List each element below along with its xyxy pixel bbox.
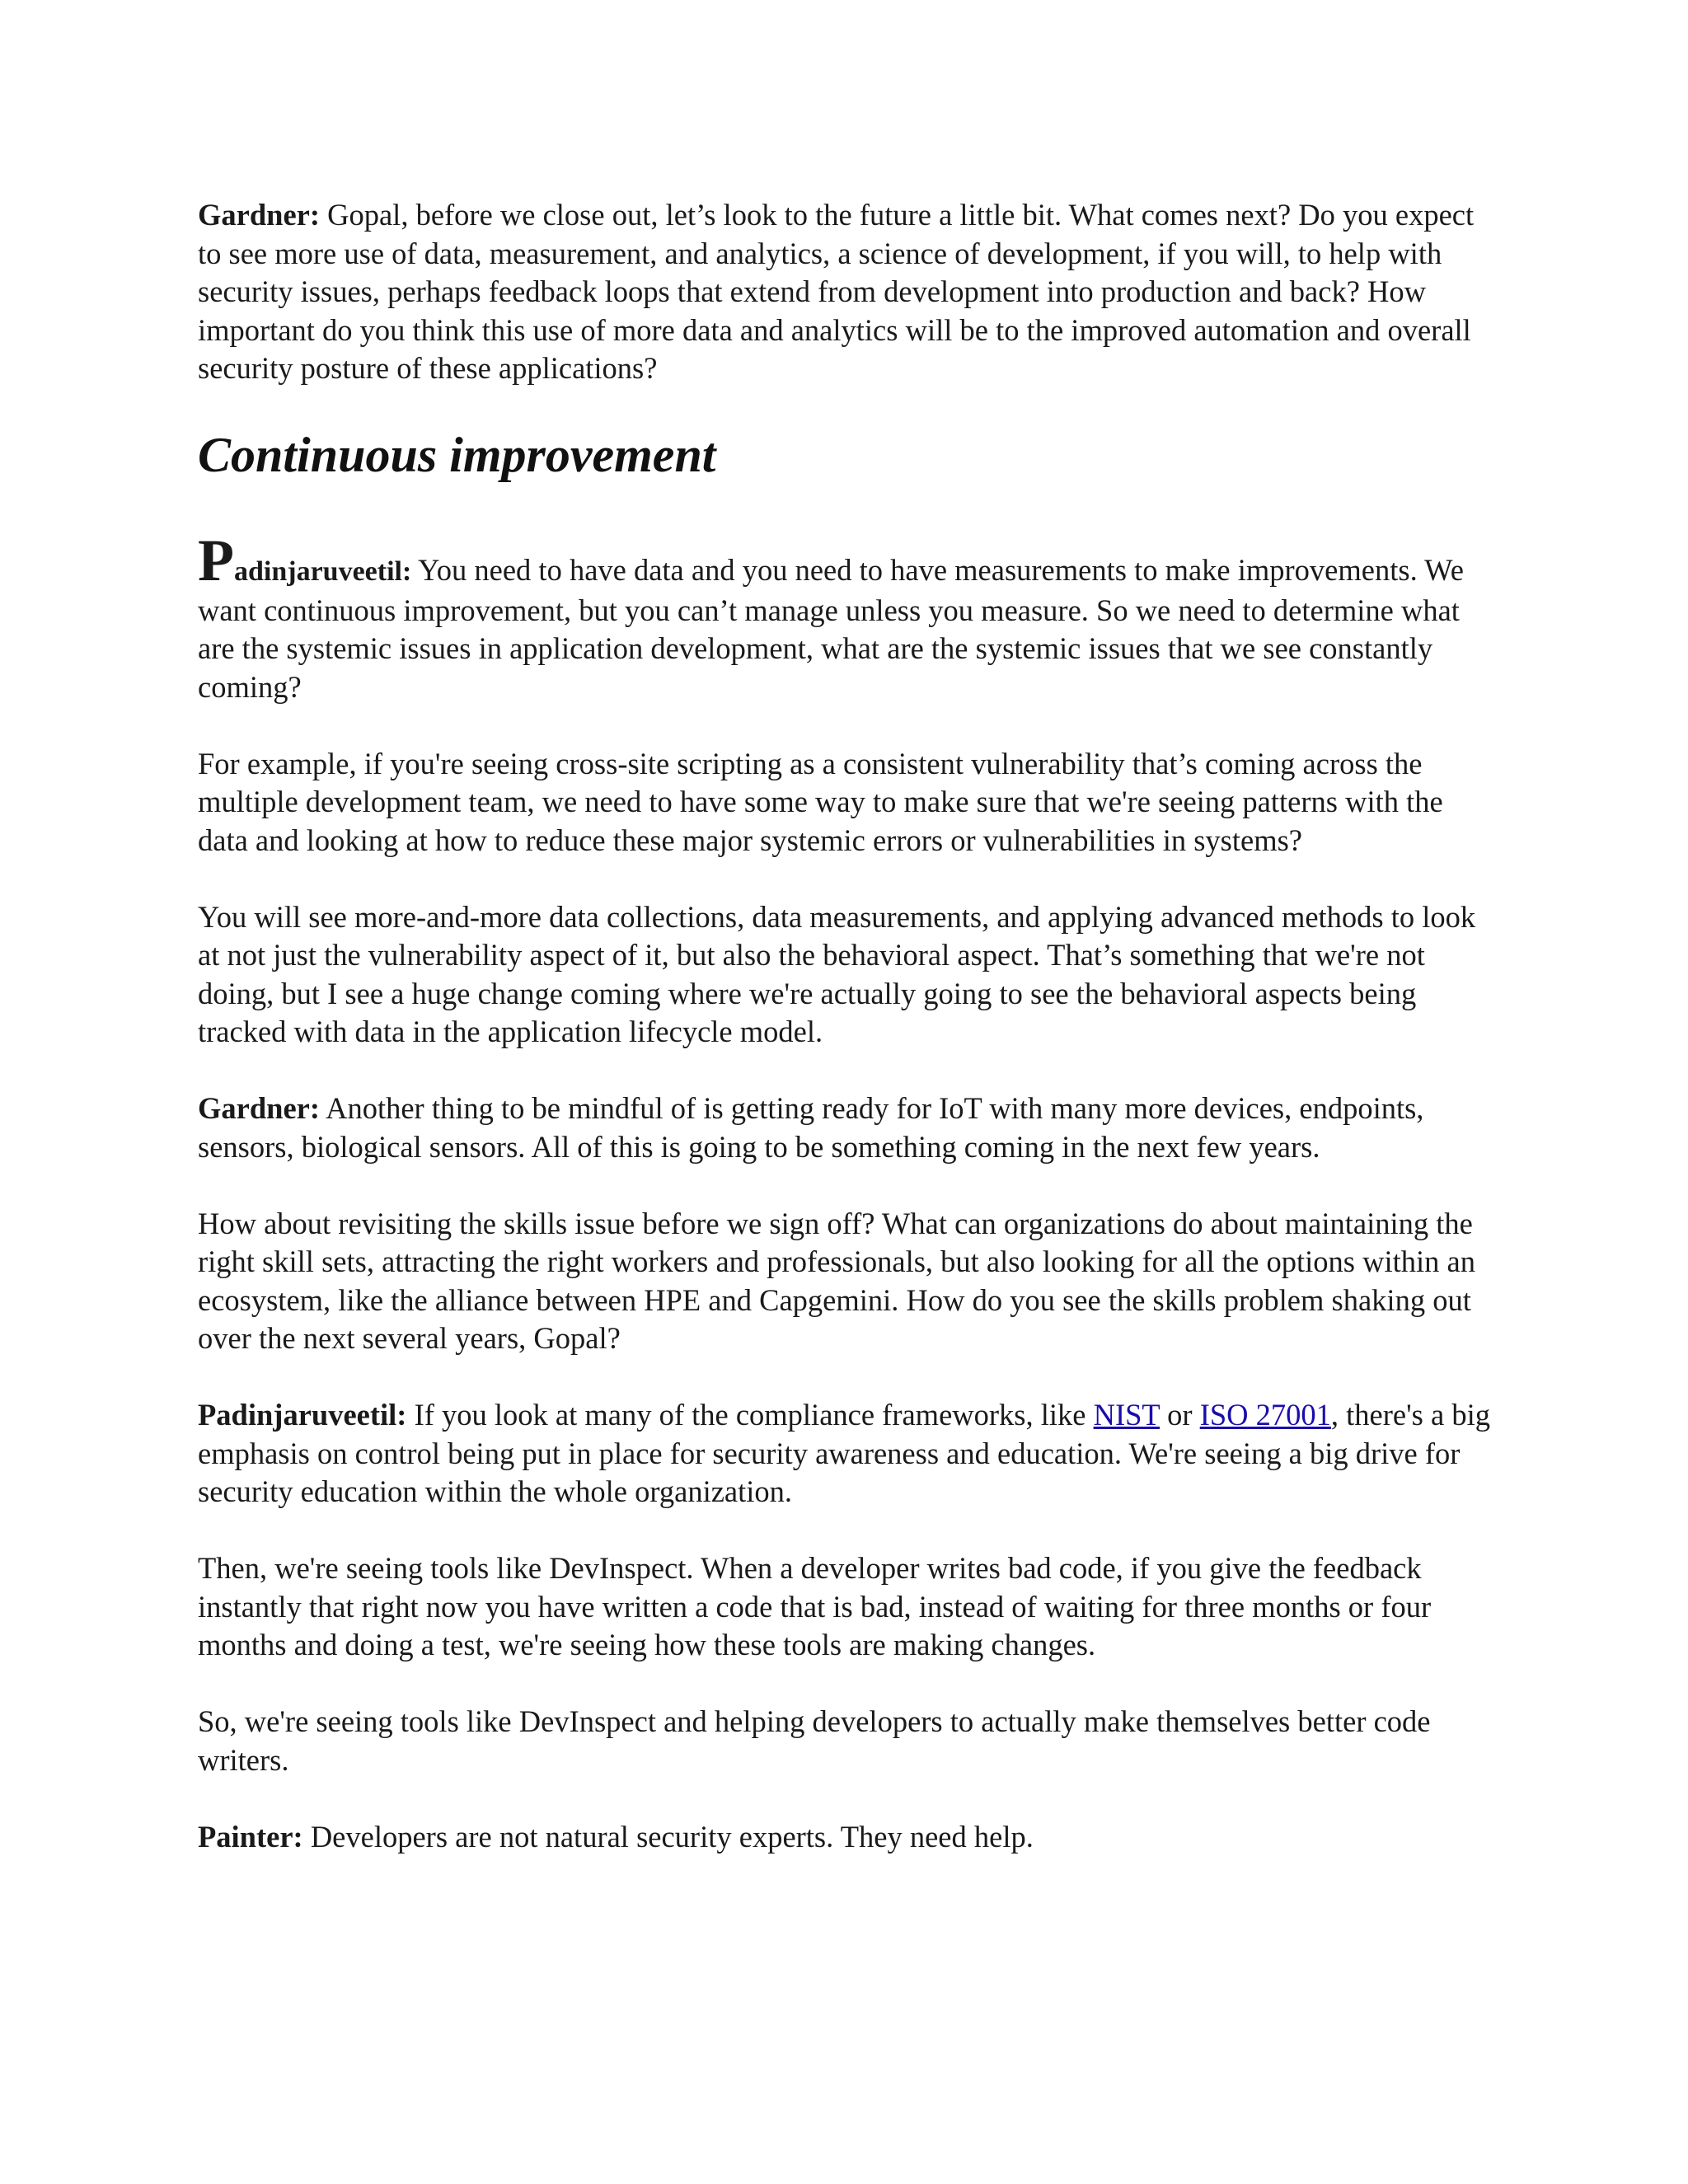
paragraph-devinspect-better-code — [198, 1703, 1500, 1779]
paragraph-painter — [198, 1818, 1500, 1857]
paragraph-skills-question — [198, 1205, 1500, 1358]
paragraph-text: Gopal, before we close out, let’s look to the future a little bit. What comes next? Do you expect to see more use of data, measurement, and analytics, a science of development, if you will, to help with security issues, perhaps feedback loops that extend from development into production and back? How important do you think this use of more data and analytics will be to the improved automation and overall security posture of these applications? — [198, 198, 1475, 385]
paragraph-text: If you look at many of the compliance frameworks, like — [406, 1398, 1094, 1432]
speaker-label: Padinjaruveetil: — [198, 1398, 407, 1432]
paragraph-text: Then, we're seeing tools like DevInspect. When a developer writes bad code, if you give the feedback instantly that right now you have written a code that is bad, instead of waiting for three months or four months and doing a test, we're seeing how these tools are making changes. — [198, 1551, 1432, 1661]
speaker-label: adinjaruveetil: — [233, 556, 412, 587]
document-page — [198, 196, 1500, 1895]
iso-27001-link[interactable]: ISO 27001 — [1199, 1398, 1331, 1432]
speaker-label: Painter: — [198, 1819, 303, 1854]
nist-link[interactable]: NIST — [1093, 1398, 1160, 1432]
speaker-label: Gardner: — [198, 198, 320, 232]
paragraph-devinspect-tools — [198, 1549, 1500, 1665]
section-heading: Continuous improvement — [198, 428, 716, 482]
paragraph-text: You will see more-and-more data collections, data measurements, and applying advanced methods to look at not just the vulnerability aspect of it, but also the behavioral aspect. That’s something that we're not doing, but I see a huge change coming where we're actually going to see the behavioral aspects being tracked with data in the application lifecycle model. — [198, 899, 1476, 1048]
paragraph-text: How about revisiting the skills issue before we sign off? What can organizations do about maintaining the right skill sets, attracting the right workers and professionals, but also looking for all the options within an ecosystem, like the alliance between HPE and Capgemini. How do you see the skills problem shaking out over the next several years, Gopal? — [198, 1206, 1475, 1355]
paragraph-cross-site-example — [198, 745, 1500, 860]
paragraph-gardner-iot — [198, 1090, 1500, 1166]
paragraph-data-collections — [198, 898, 1500, 1052]
drop-cap: P — [198, 527, 234, 593]
paragraph-text: or — [1160, 1398, 1200, 1432]
paragraph-gardner-question — [198, 196, 1500, 388]
paragraph-padinjaruveetil-answer — [198, 527, 1500, 706]
paragraph-text: , there's a big emphasis on control being put in place for security awareness and education. We're seeing a big drive for security education within the whole organization. — [198, 1398, 1490, 1508]
speaker-label: Gardner: — [198, 1091, 320, 1125]
paragraph-text: So, we're seeing tools like DevInspect and helping developers to actually make themselves better code writers. — [198, 1704, 1431, 1777]
paragraph-compliance-frameworks — [198, 1396, 1500, 1511]
paragraph-text: Developers are not natural security experts. They need help. — [302, 1819, 1034, 1854]
paragraph-text: For example, if you're seeing cross-site scripting as a consistent vulnerability that’s coming across the multiple development team, we need to have some way to make sure that we're seeing patterns with the data and looking at how to reduce these major systemic errors or vulnerabilities in systems? — [198, 746, 1443, 857]
paragraph-text: Another thing to be mindful of is getting ready for IoT with many more devices, endpoints, sensors, biological sensors. All of this is going to be something coming in the next few years. — [198, 1091, 1424, 1164]
paragraph-text: You need to have data and you need to have measurements to make improvements. We want continuous improvement, but you can’t manage unless you measure. So we need to determine what are the systemic issues in application development, what are the systemic issues that we see constantly coming? — [198, 553, 1464, 704]
